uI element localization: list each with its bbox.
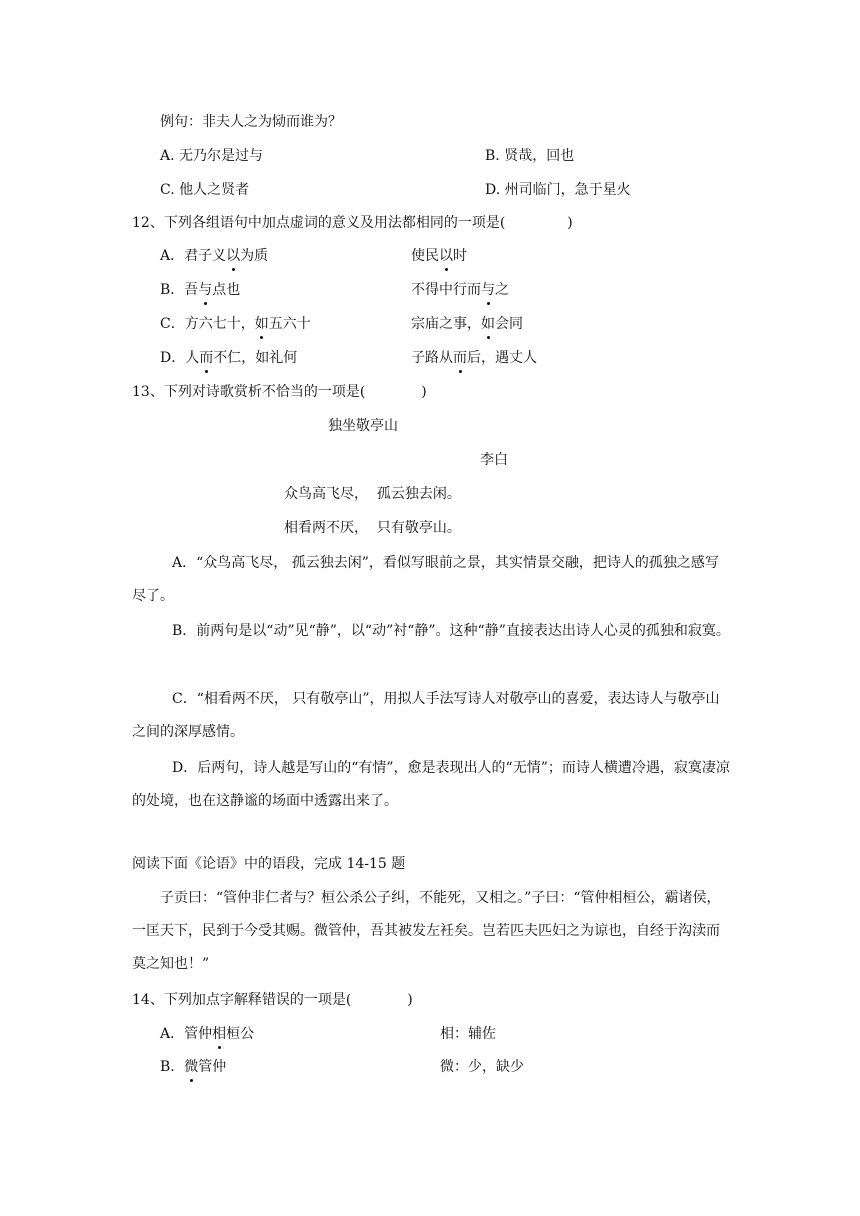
q14-option-b — [160, 1057, 226, 1077]
q13-option-b: B．前两句是以“动”见“静”，以“动”衬“静”。这种“静”直接表达出诗人心灵的孤独和寂寞。 — [172, 623, 730, 639]
text: 子路从 — [411, 350, 453, 366]
q14-option-b-gloss: 微：少，缺少 — [440, 1059, 524, 1075]
text: C．方六七十， — [160, 316, 255, 332]
q13-option-c: C．“相看两不厌， 只有敬亭山”，用拟人手法写诗人对敬亭山的喜爱，表达诗人与敬亭山之间的深厚感情。 — [132, 691, 720, 740]
option-text: 贤哉，回也 — [504, 148, 575, 164]
option-letter: A. — [160, 148, 175, 164]
example-sentence: 例句：非夫人之为恸而谁为？ — [160, 114, 342, 130]
example-option-d — [485, 180, 631, 200]
q12-option-b-right — [411, 280, 509, 300]
option-letter: C. — [160, 182, 175, 198]
text: 管仲 — [198, 1059, 227, 1075]
text: D．人 — [160, 350, 200, 366]
text: 后，遇丈人 — [467, 350, 537, 366]
q12-option-a-left — [160, 246, 268, 266]
dotted-char: 而 — [199, 350, 214, 366]
poem-title: 独坐敬亭山 — [328, 418, 398, 434]
q12-option-d-right — [411, 348, 537, 368]
dotted-char: 相 — [212, 1026, 227, 1042]
dotted-char: 以 — [226, 248, 241, 264]
dotted-char: 与 — [481, 282, 495, 298]
q14-stem — [132, 990, 413, 1010]
q14-option-a-gloss: 相：辅佐 — [440, 1026, 496, 1042]
reading-intro: 阅读下面《论语》中的语段，完成 14-15 题 — [132, 856, 406, 872]
q12-stem — [132, 213, 573, 233]
text: 为质 — [240, 248, 269, 264]
q13-stem — [132, 382, 427, 402]
dotted-char: 如 — [254, 316, 269, 332]
poem-author: 李白 — [480, 452, 508, 468]
text: A．管仲 — [160, 1026, 213, 1042]
text: 不得中行而 — [411, 282, 481, 298]
question-stem: 13、下列对诗歌赏析不恰当的一项是( — [132, 384, 366, 400]
option-letter: B. — [485, 148, 500, 164]
example-option-b — [485, 146, 574, 166]
poem-line-2: 相看两不厌， 只有敬亭山。 — [284, 520, 461, 536]
text: 之 — [495, 282, 509, 298]
answer-bracket-close: ) — [567, 215, 573, 231]
text: 不仁，如礼何 — [213, 350, 298, 366]
dotted-char: 以 — [439, 248, 453, 264]
dotted-char: 与 — [198, 282, 213, 298]
q12-option-c-left — [160, 314, 311, 334]
question-stem: 14、下列加点字解释错误的一项是( — [132, 992, 352, 1008]
q12-option-b-left — [160, 280, 240, 300]
text: 使民 — [411, 248, 439, 264]
text: B． — [160, 1059, 185, 1075]
example-option-a — [160, 146, 263, 166]
text: 时 — [453, 248, 467, 264]
text: 五六十 — [268, 316, 311, 332]
q14-option-a — [160, 1024, 254, 1044]
option-text: 州司临门，急于星火 — [504, 182, 631, 198]
dotted-char: 而 — [453, 350, 467, 366]
q13-option-a: A．“众鸟高飞尽， 孤云独去闲”，看似写眼前之景，其实情景交融，把诗人的孤独之感写尽了。 — [132, 555, 719, 604]
q12-option-c-right — [411, 314, 523, 334]
dotted-char: 如 — [481, 316, 495, 332]
reading-passage: 子贡曰：“管仲非仁者与？桓公杀公子纠，不能死，又相之。”子曰：“管仲相桓公，霸诸侯，一匡天下，民到于今受其赐。微管仲，吾其被发左衽矣。岂若匹夫匹妇之为谅也，自经于沟渎而莫之知也！” — [132, 890, 721, 972]
question-stem: 12、下列各组语句中加点虚词的意义及用法都相同的一项是( — [132, 215, 506, 231]
q12-option-a-right — [411, 246, 467, 266]
text: 桓公 — [226, 1026, 255, 1042]
example-option-c — [160, 180, 249, 200]
answer-bracket-close: ) — [421, 384, 427, 400]
dotted-char: 微 — [184, 1059, 199, 1075]
text: 宗庙之事， — [411, 316, 481, 332]
text: B．吾 — [160, 282, 199, 298]
answer-bracket-close: ) — [407, 992, 413, 1008]
text: 点也 — [212, 282, 241, 298]
option-letter: D. — [485, 182, 501, 198]
text: A．君子义 — [160, 248, 227, 264]
q13-option-d: D．后两句，诗人越是写山的“有情”，愈是表现出人的“无情”；而诗人横遭冷遇，寂寞凄凉的处境，也在这静谧的场面中透露出来了。 — [132, 760, 730, 809]
option-text: 无乃尔是过与 — [179, 148, 264, 164]
poem-line-1: 众鸟高飞尽， 孤云独去闲。 — [284, 486, 461, 502]
option-text: 他人之贤者 — [179, 182, 250, 198]
q12-option-d-left — [160, 348, 297, 368]
text: 会同 — [495, 316, 523, 332]
